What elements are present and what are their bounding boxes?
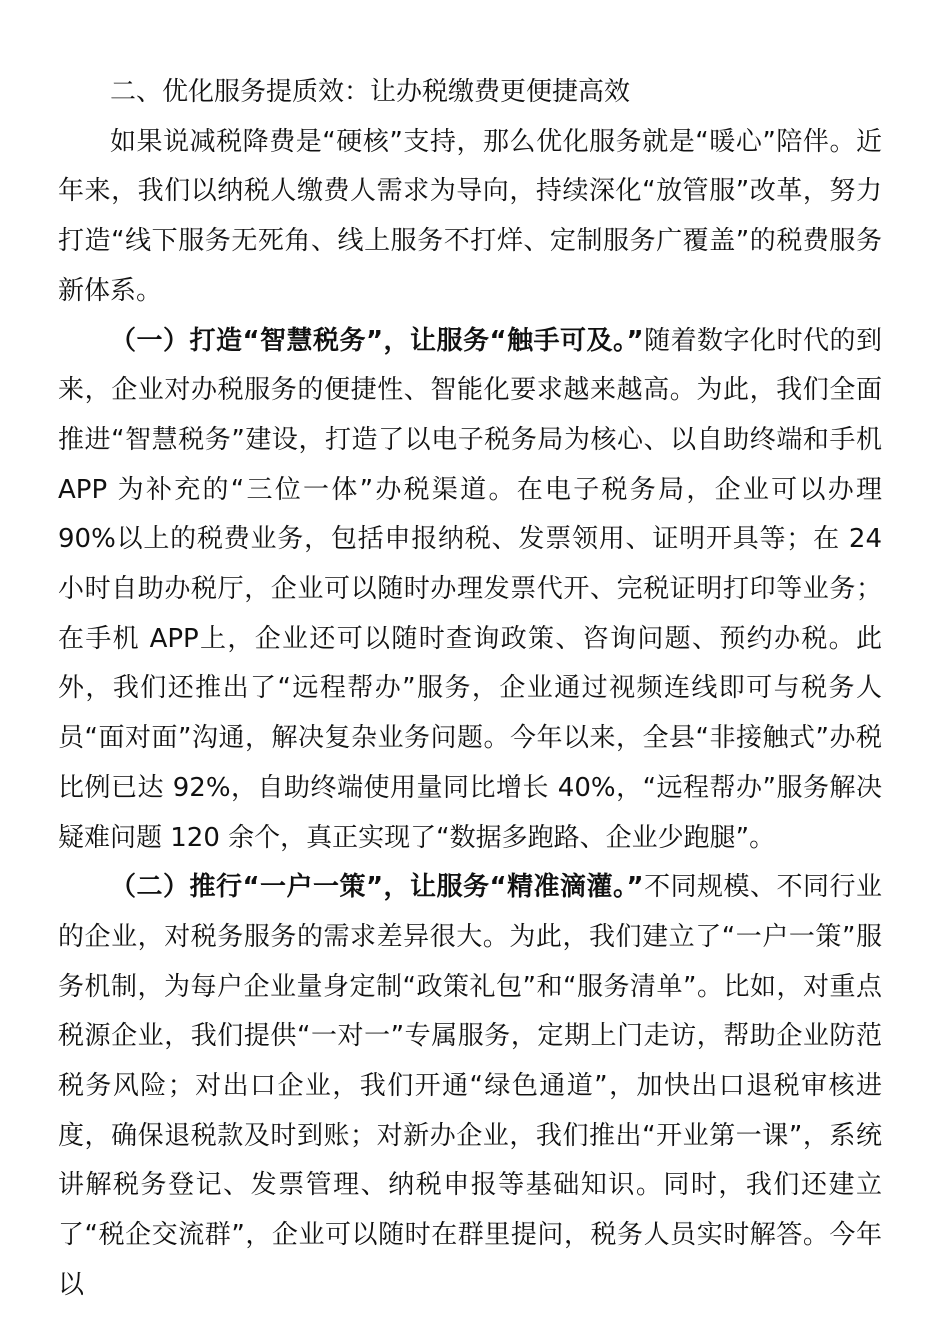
subsection-1-paragraph <box>58 317 882 864</box>
document-body <box>58 68 882 1311</box>
subsection-1-heading: （一）打造“智慧税务”，让服务“触手可及。” <box>110 325 644 356</box>
subsection-1-body: 随着数字化时代的到来，企业对办税服务的便捷性、智能化要求越来越高。为此，我们全面推进“智慧税务”建设，打造了以电子税务局为核心、以自助终端和手机 APP 为补充的“三位一体”办税渠道。在电子税务局，企业可以办理 90%以上的税费业务，包括申报纳税、发票领用、证明开具等；在 24 小时自助办税厅，企业可以随时办理发票代开、完税证明打印等业务；在手机 APP上，企业还可以随时查询政策、咨询问题、预约办税。此外，我们还推出了“远程帮办”服务，企业通过视频连线即可与税务人员“面对面”沟通，解决复杂业务问题。今年以来，全县“非接触式”办税比例已达 92%，自助终端使用量同比增长 40%，“远程帮办”服务解决疑难问题 120 余个，真正实现了“数据多跑路、企业少跑腿”。 <box>58 325 882 853</box>
subsection-2-body: 不同规模、不同行业的企业，对税务服务的需求差异很大。为此，我们建立了“一户一策”服务机制，为每户企业量身定制“政策礼包”和“服务清单”。比如，对重点税源企业，我们提供“一对一”专属服务，定期上门走访，帮助企业防范税务风险；对出口企业，我们开通“绿色通道”，加快出口退税审核进度，确保退税款及时到账；对新办企业，我们推出“开业第一课”，系统讲解税务登记、发票管理、纳税申报等基础知识。同时，我们还建立了“税企交流群”，企业可以随时在群里提问，税务人员实时解答。今年以 <box>58 872 882 1300</box>
subsection-2-heading: （二）推行“一户一策”，让服务“精准滴灌。” <box>110 872 644 903</box>
section-title: 二、优化服务提质效：让办税缴费更便捷高效 <box>110 77 631 107</box>
subsection-2-paragraph <box>58 863 882 1310</box>
intro-paragraph: 如果说减税降费是“硬核”支持，那么优化服务就是“暖心”陪伴。近年来，我们以纳税人缴费人需求为导向，持续深化“放管服”改革，努力打造“线下服务无死角、线上服务不打烊、定制服务广覆盖”的税费服务新体系。 <box>58 126 882 306</box>
